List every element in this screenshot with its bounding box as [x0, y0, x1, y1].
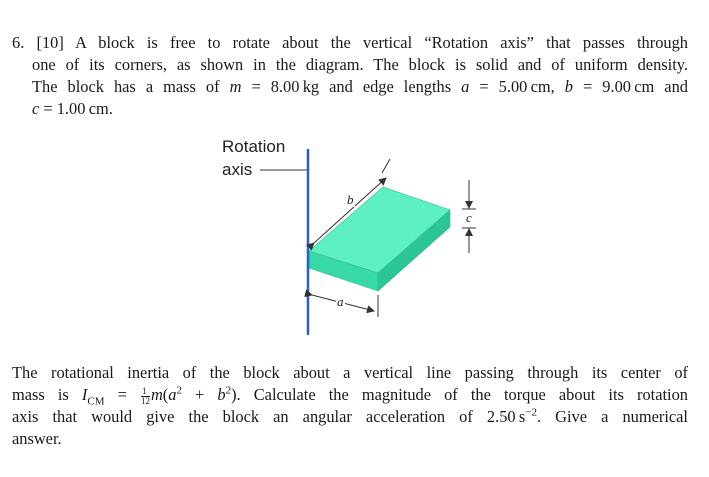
- rotation-axis-label-line2: axis: [222, 160, 253, 179]
- formula-a-squared: 2: [176, 384, 182, 397]
- dimension-b-label: b: [347, 192, 354, 207]
- question-text-1: The rotational inertia of the block about a vertical line passing through its center of: [12, 363, 688, 382]
- equals-sign: =: [117, 385, 127, 404]
- problem-text-3: The block has a mass of: [32, 77, 220, 96]
- var-a: a: [461, 77, 470, 96]
- question-text-3: axis that would give the block an angular acceleration of 2.50 s: [12, 407, 526, 426]
- formula-paren-close: ).: [231, 385, 241, 404]
- question-line-3: [12, 406, 688, 428]
- problem-number: 6.: [12, 33, 25, 52]
- var-m: m: [229, 77, 242, 96]
- mass-value: = 8.00 kg and edge lengths: [251, 77, 452, 96]
- problem-text-2: one of its corners, as shown in the diagram. The block is solid and of uniform density.: [32, 55, 688, 74]
- formula-paren-open: (: [162, 385, 169, 404]
- block-diagram: [200, 135, 520, 345]
- problem-line-1: [12, 32, 688, 54]
- problem-points: [10]: [36, 33, 64, 52]
- problem-line-2: [12, 54, 688, 76]
- problem-text-1: A block is free to rotate about the vertical “Rotation axis” that passes through: [75, 33, 688, 52]
- formula-a: a: [168, 385, 177, 404]
- var-I: I: [81, 385, 88, 404]
- var-c: c: [32, 99, 40, 118]
- question-text-3b: . Give a numerical: [536, 407, 688, 426]
- question-line-4: [12, 428, 688, 450]
- problem-line-3: [12, 76, 688, 98]
- question-line-2: [12, 384, 688, 406]
- problem-statement: [12, 32, 688, 120]
- formula-m: m: [150, 385, 163, 404]
- question-statement: [12, 362, 688, 450]
- fraction-denominator: 12: [140, 395, 150, 406]
- formula-b: b: [217, 385, 226, 404]
- fraction-one-twelfth: [141, 387, 150, 406]
- c-value: = 1.00 cm.: [43, 99, 113, 118]
- b-value: = 9.00 cm and: [583, 77, 688, 96]
- formula-b-squared: 2: [225, 384, 232, 397]
- diagram-svg: [200, 135, 520, 345]
- formula-plus: +: [181, 385, 218, 404]
- dimension-c-label: c: [466, 210, 472, 225]
- dimension-b-tick: [382, 159, 390, 173]
- fraction-numerator: 1: [141, 387, 150, 397]
- question-text-2a: mass is: [12, 385, 69, 404]
- a-value: = 5.00 cm,: [479, 77, 555, 96]
- problem-line-4: [12, 98, 688, 120]
- question-line-1: [12, 362, 688, 384]
- subscript-cm: CM: [87, 395, 105, 408]
- exponent-neg2: −2: [525, 406, 537, 419]
- rotation-axis-label-line1: Rotation: [222, 137, 286, 156]
- question-text-4: answer.: [12, 429, 62, 448]
- dimension-a-label: a: [337, 294, 344, 309]
- question-text-2b: Calculate the magnitude of the torque about its rotation: [253, 385, 688, 404]
- var-b: b: [564, 77, 573, 96]
